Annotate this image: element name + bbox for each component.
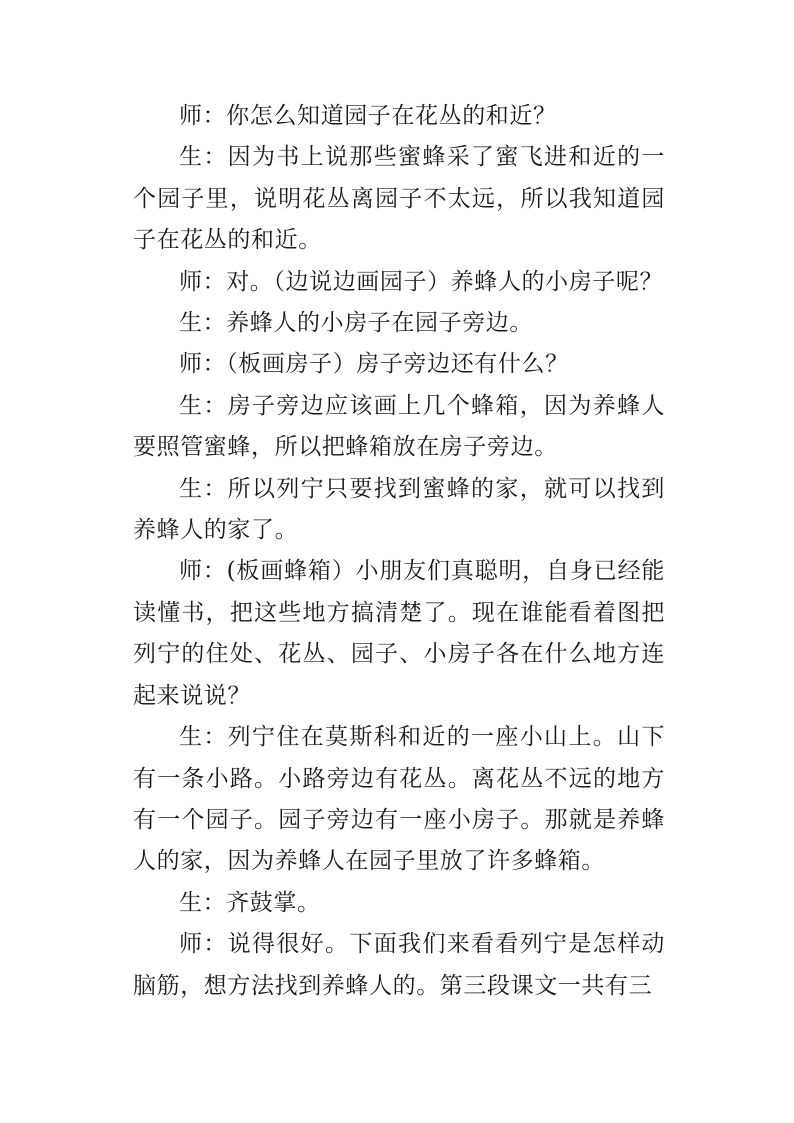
- dialogue-paragraph: 生：因为书上说那些蜜蜂采了蜜飞进和近的一个园子里，说明花丛离园子不太远，所以我知道园子在花丛的和近。: [133, 144, 665, 254]
- dialogue-paragraph: 师：说得很好。下面我们来看看列宁是怎样动脑筋，想方法找到养蜂人的。第三段课文一共有三: [133, 931, 665, 999]
- dialogue-paragraph: 生：所以列宁只要找到蜜蜂的家，就可以找到养蜂人的家了。: [133, 475, 665, 544]
- dialogue-paragraph: 师：(板画蜂箱）小朋友们真聪明，自身已经能读懂书，把这些地方搞清楚了。现在谁能看着图把列宁的住处、花丛、园子、小房子各在什么地方连起来说说？: [133, 558, 665, 709]
- document-body: [133, 96, 665, 1007]
- dialogue-paragraph: 生：房子旁边应该画上几个蜂箱，因为养蜂人要照管蜜蜂，所以把蜂箱放在房子旁边。: [133, 392, 665, 461]
- dialogue-paragraph: 生：列宁住在莫斯科和近的一座小山上。山下有一条小路。小路旁边有花丛。离花丛不远的地方有一个园子。园子旁边有一座小房子。那就是养蜂人的家，因为养蜂人在园子里放了许多蜂箱。: [133, 724, 665, 875]
- dialogue-paragraph: 师：你怎么知道园子在花丛的和近？: [179, 103, 557, 129]
- dialogue-paragraph: 生：齐鼓掌。: [179, 889, 321, 916]
- dialogue-paragraph: 生：养蜂人的小房子在园子旁边。: [179, 310, 533, 337]
- dialogue-paragraph: 师：（板画房子）房子旁边还有什么？: [179, 351, 569, 378]
- dialogue-paragraph: 师：对。（边说边画园子）养蜂人的小房子呢？: [179, 268, 664, 295]
